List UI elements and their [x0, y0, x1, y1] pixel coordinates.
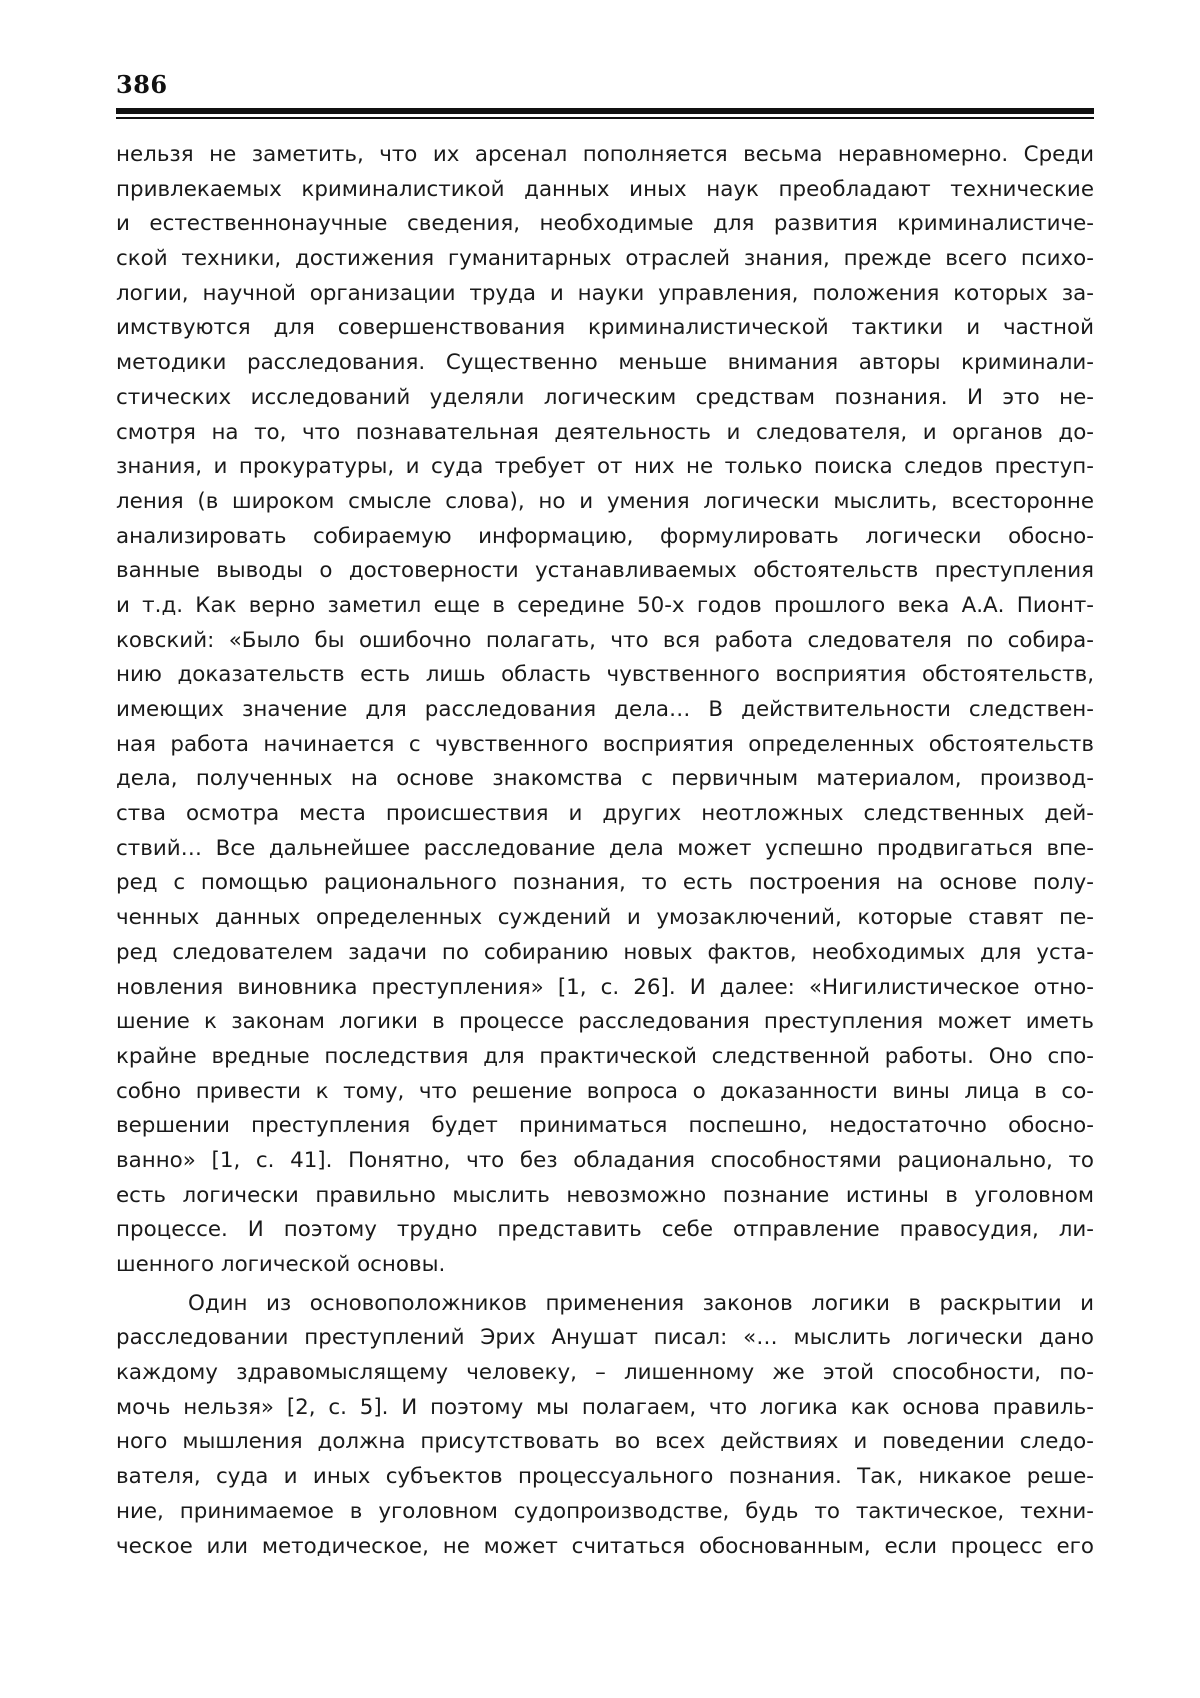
text-line: ческое или методическое, не может считаться обоснованным, если процесс его [116, 1533, 1094, 1559]
header-rule-thick [116, 108, 1094, 114]
text-line: мочь нельзя» [2, с. 5]. И поэтому мы полагаем, что логика как основа правиль- [116, 1394, 1094, 1420]
text-line: крайне вредные последствия для практической следственной работы. Оно спо- [116, 1043, 1094, 1069]
text-line: новления виновника преступления» [1, с. 26]. И далее: «Нигилистическое отно- [116, 974, 1094, 1000]
text-line: ного мышления должна присутствовать во всех действиях и поведении следо- [116, 1429, 1094, 1455]
text-line: ствий… Все дальнейшее расследование дела может успешно продвигаться впе- [116, 835, 1094, 861]
paragraph [116, 138, 1094, 1283]
page-number: 386 [116, 70, 168, 99]
text-line: расследовании преступлений Эрих Анушат писал: «… мыслить логически дано [116, 1325, 1094, 1351]
text-line: шение к законам логики в процессе расследования преступления может иметь [116, 1009, 1094, 1035]
text-line: ской техники, достижения гуманитарных отраслей знания, прежде всего психо- [116, 246, 1094, 272]
text-line: стических исследований уделяли логическим средствам познания. И это не- [116, 384, 1094, 410]
text-line: ковский: «Было бы ошибочно полагать, что вся работа следователя по собира- [116, 627, 1094, 653]
text-line: ная работа начинается с чувственного восприятия определенных обстоятельств [116, 731, 1094, 757]
text-line: собно привести к тому, что решение вопроса о доказанности вины лица в со- [116, 1078, 1094, 1104]
text-line: ченных данных определенных суждений и умозаключений, которые ставят пе- [116, 905, 1094, 931]
paragraph [116, 1287, 1094, 1565]
text-line: и т.д. Как верно заметил еще в середине 50-х годов прошлого века А.А. Пионт- [116, 592, 1094, 618]
text-line: имствуются для совершенствования криминалистической тактики и частной [116, 315, 1094, 341]
text-line: ние, принимаемое в уголовном судопроизводстве, будь то тактическое, техни- [116, 1498, 1094, 1524]
text-line: процессе. И поэтому трудно представить себе отправление правосудия, ли- [116, 1217, 1094, 1243]
text-line: логии, научной организации труда и науки управления, положения которых за- [116, 280, 1094, 306]
text-line: знания, и прокуратуры, и суда требует от них не только поиска следов преступ- [116, 454, 1094, 480]
text-line: анализировать собираемую информацию, формулировать логически обосно- [116, 523, 1094, 549]
text-line: и естественнонаучные сведения, необходимые для развития криминалистиче- [116, 211, 1094, 237]
text-line: нию доказательств есть лишь область чувственного восприятия обстоятельств, [116, 662, 1094, 688]
header-rule-thin [116, 117, 1094, 119]
text-line: привлекаемых криминалистикой данных иных наук преобладают технические [116, 176, 1094, 202]
text-line: каждому здравомыслящему человеку, – лишенному же этой способности, по- [116, 1360, 1094, 1386]
text-line: Один из основоположников применения законов логики в раскрытии и [188, 1290, 1094, 1316]
text-line: ления (в широком смысле слова), но и умения логически мыслить, всесторонне [116, 488, 1094, 514]
text-line: есть логически правильно мыслить невозможно познание истины в уголовном [116, 1182, 1094, 1208]
text-line: имеющих значение для расследования дела… В действительности следствен- [116, 697, 1094, 722]
text-line: шенного логической основы. [116, 1252, 446, 1277]
text-line: методики расследования. Существенно меньше внимания авторы криминали- [116, 350, 1094, 376]
text-line: ред с помощью рационального познания, то есть построения на основе полу- [116, 870, 1094, 896]
text-line: вершении преступления будет приниматься поспешно, недостаточно обосно- [116, 1113, 1094, 1139]
text-line: смотря на то, что познавательная деятельность и следователя, и органов до- [116, 419, 1094, 445]
text-line: ред следователем задачи по собиранию новых фактов, необходимых для уста- [116, 939, 1094, 965]
text-line: ства осмотра места происшествия и других неотложных следственных дей- [116, 801, 1094, 827]
text-line: вателя, суда и иных субъектов процессуального познания. Так, никакое реше- [116, 1464, 1094, 1490]
text-line: ванные выводы о достоверности устанавливаемых обстоятельств преступления [116, 558, 1094, 584]
text-line: ванно» [1, с. 41]. Понятно, что без обладания способностями рационально, то [116, 1147, 1094, 1173]
text-line: дела, полученных на основе знакомства с первичным материалом, производ- [116, 766, 1094, 792]
text-line: нельзя не заметить, что их арсенал пополняется весьма неравномерно. Среди [116, 142, 1094, 167]
body-text [116, 138, 1094, 1564]
